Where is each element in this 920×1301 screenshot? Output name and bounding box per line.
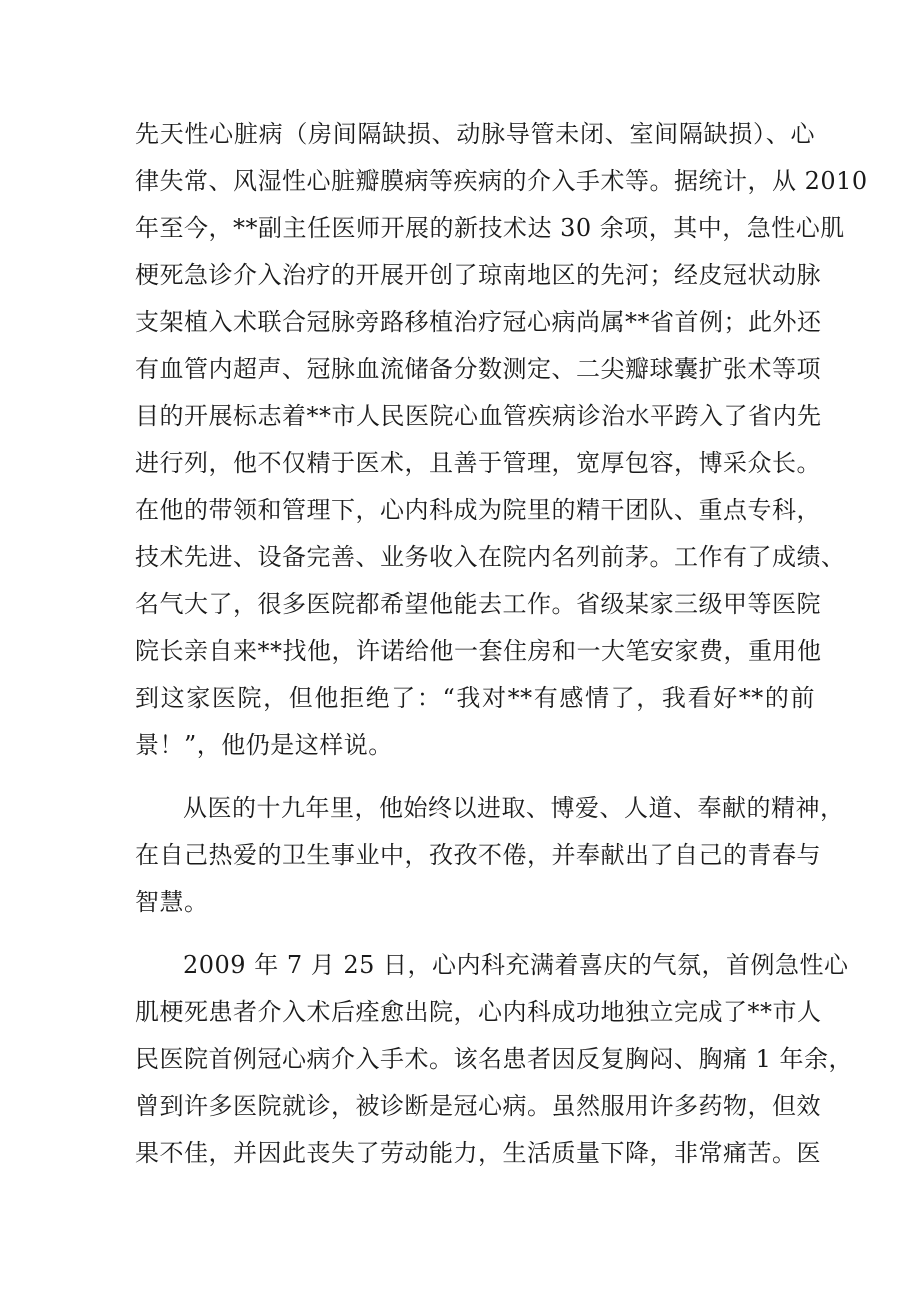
paragraph-1-line-7: 目的开展标志着**市人民医院心血管疾病诊治水平跨入了省内先 [135,402,822,430]
paragraph-1-line-13: 到这家医院，但他拒绝了：“我对**有感情了，我看好**的前 [135,684,815,712]
paragraph-2-line-1: 从医的十九年里，他始终以进取、博爱、人道、奉献的精神， [183,794,845,822]
paragraph-1-line-3: 年至今，**副主任医师开展的新技术达 30 余项，其中，急性心肌 [135,214,845,242]
paragraph-3-line-1: 2009 年 7 月 25 日，心内科充满着喜庆的气氛，首例急性心 [183,951,849,979]
paragraph-1-line-9: 在他的带领和管理下，心内科成为院里的精干团队、重点专科， [135,496,821,524]
paragraph-3-line-2: 肌梗死患者介入术后痊愈出院，心内科成功地独立完成了**市人 [135,998,822,1026]
paragraph-3-line-4: 曾到许多医院就诊，被诊断是冠心病。虽然服用许多药物，但效 [135,1092,821,1120]
paragraph-1-line-12: 院长亲自来**找他，许诺给他一套住房和一大笔安家费，重用他 [135,637,822,665]
paragraph-1-line-1: 先天性心脏病（房间隔缺损、动脉导管未闭、室间隔缺损）、心 [135,120,815,148]
paragraph-2-line-3: 智慧。 [135,888,209,916]
paragraph-1-line-2: 律失常、风湿性心脏瓣膜病等疾病的介入手术等。据统计，从 2010 [135,167,868,195]
paragraph-3-line-5: 果不佳，并因此丧失了劳动能力，生活质量下降，非常痛苦。医 [135,1139,821,1167]
paragraph-1-line-14: 景！”，他仍是这样说。 [135,731,393,759]
paragraph-3-line-3: 民医院首例冠心病介入手术。该名患者因反复胸闷、胸痛 1 年余， [135,1045,854,1073]
paragraph-1-line-5: 支架植入术联合冠脉旁路移植治疗冠心病尚属**省首例；此外还 [135,308,822,336]
paragraph-1-line-4: 梗死急诊介入治疗的开展开创了琼南地区的先河；经皮冠状动脉 [135,261,821,289]
paragraph-1-line-8: 进行列，他不仅精于医术，且善于管理，宽厚包容，博采众长。 [135,449,821,477]
paragraph-1-line-11: 名气大了，很多医院都希望他能去工作。省级某家三级甲等医院 [135,590,821,618]
paragraph-2-line-2: 在自己热爱的卫生事业中，孜孜不倦，并奉献出了自己的青春与 [135,841,821,869]
paragraph-1-line-6: 有血管内超声、冠脉血流储备分数测定、二尖瓣球囊扩张术等项 [135,355,821,383]
paragraph-1-line-10: 技术先进、设备完善、业务收入在院内名列前茅。工作有了成绩、 [135,543,846,571]
